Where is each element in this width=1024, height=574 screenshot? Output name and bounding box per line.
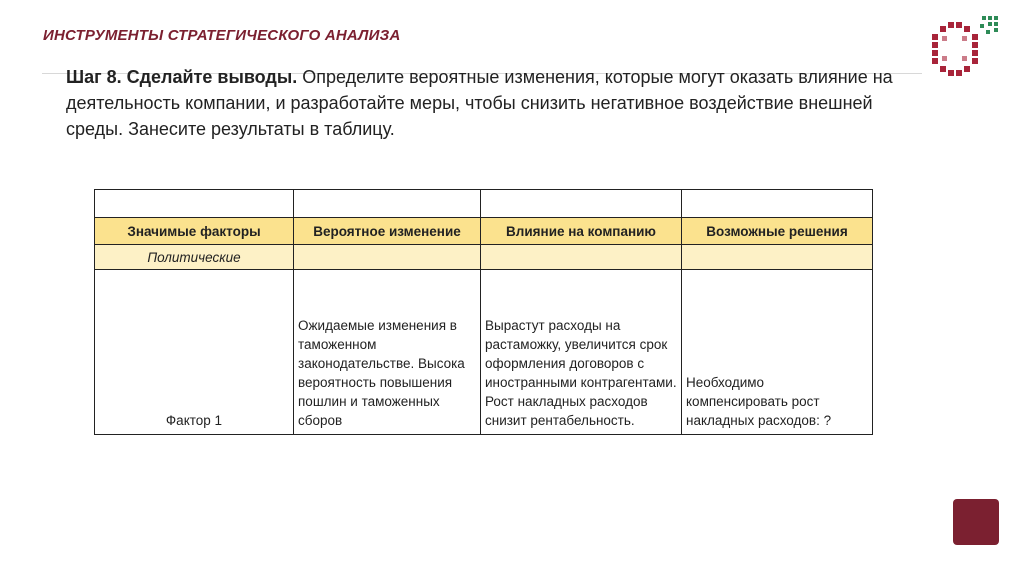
category-row bbox=[95, 245, 873, 270]
next-slide-button[interactable] bbox=[953, 499, 999, 545]
solution-cell: Необходимо компенсировать рост накладных расходов: ? bbox=[682, 270, 873, 435]
slide-title: ИНСТРУМЕНТЫ СТРАТЕГИЧЕСКОГО АНАЛИЗА bbox=[43, 27, 401, 44]
header-impact: Влияние на компанию bbox=[481, 218, 682, 245]
header-change: Вероятное изменение bbox=[294, 218, 481, 245]
step-label: Шаг 8. Сделайте выводы. bbox=[66, 67, 298, 87]
company-logo-icon bbox=[930, 12, 1002, 80]
table-cell bbox=[294, 190, 481, 218]
change-cell: Ожидаемые изменения в таможенном законодательстве. Высока вероятность повышения пошлин и таможенных сборов bbox=[294, 270, 481, 435]
table-cell bbox=[682, 190, 873, 218]
step-text: Определите вероятные изменения, которые могут оказать влияние на деятельность компании, и разработайте меры, чтобы снизить негативное воздействие внешней среды. Занесите результаты в таблицу. bbox=[66, 67, 893, 139]
table-cell bbox=[682, 245, 873, 270]
header-factors: Значимые факторы bbox=[95, 218, 294, 245]
table-cell bbox=[95, 190, 294, 218]
factor-cell: Фактор 1 bbox=[95, 270, 294, 435]
category-label: Политические bbox=[95, 245, 294, 270]
step-instructions bbox=[66, 64, 916, 142]
table-cell bbox=[294, 245, 481, 270]
table-header-row bbox=[95, 218, 873, 245]
impact-cell: Вырастут расходы на растаможку, увеличится срок оформления договоров с иностранными контрагентами. Рост накладных расходов снизит рентабельность. bbox=[481, 270, 682, 435]
table-empty-row bbox=[95, 190, 873, 218]
header-solutions: Возможные решения bbox=[682, 218, 873, 245]
table-cell bbox=[481, 245, 682, 270]
table-cell bbox=[481, 190, 682, 218]
factors-table bbox=[94, 189, 873, 435]
table-row bbox=[95, 270, 873, 435]
